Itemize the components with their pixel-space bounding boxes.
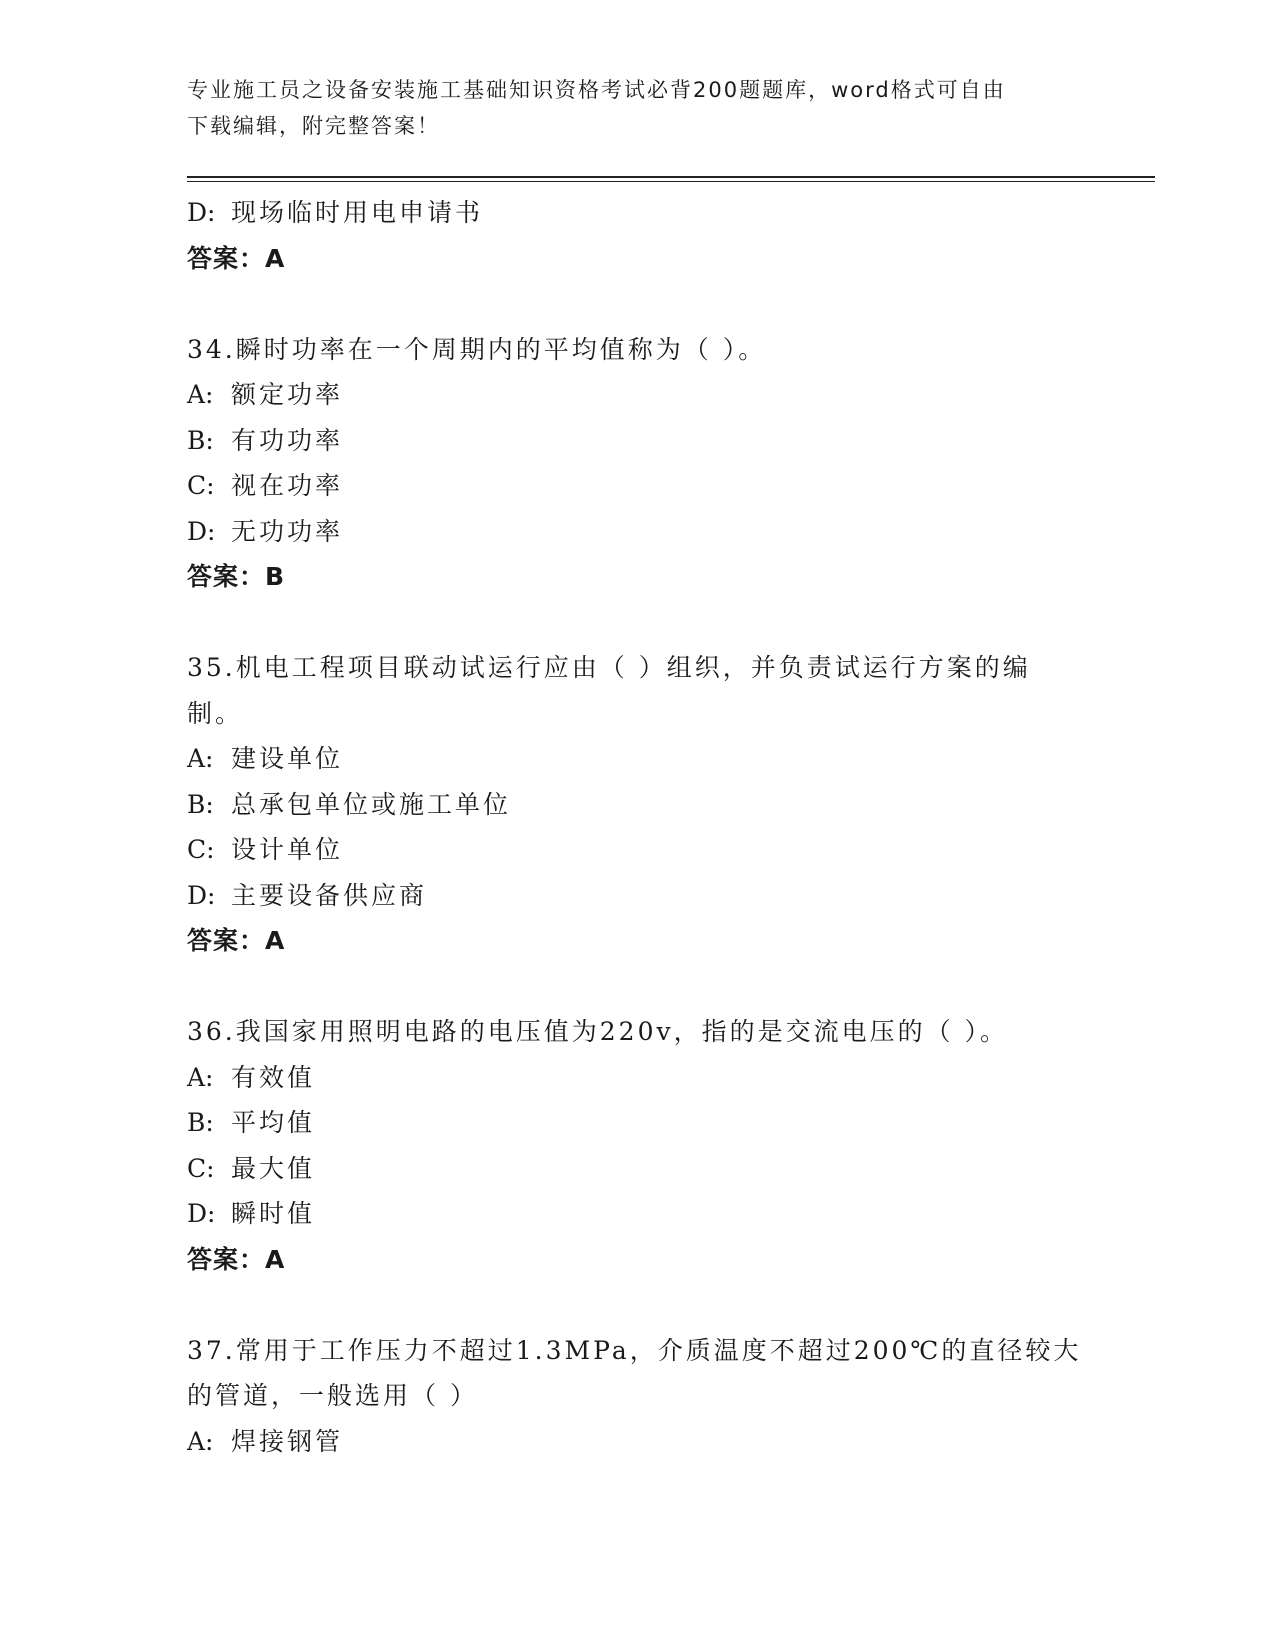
option-d <box>187 1191 1087 1237</box>
option-text: 设计单位 <box>231 835 344 864</box>
option-c <box>187 827 1087 873</box>
option-text: 无功功率 <box>231 516 344 546</box>
question-37: 37.常用于工作压力不超过1.3MPa，介质温度不超过200℃的直径较大 <box>187 1335 1082 1365</box>
option-letter: A: <box>187 1426 214 1456</box>
option-letter: A: <box>187 744 214 773</box>
option-letter: B: <box>187 425 214 455</box>
option-d <box>187 190 1087 236</box>
option-c <box>187 1146 1087 1192</box>
option-a <box>187 736 1087 782</box>
option-text: 平均值 <box>231 1108 316 1137</box>
option-a <box>187 1055 1087 1101</box>
option-letter: D: <box>187 880 216 910</box>
option-b <box>187 418 1087 464</box>
option-b <box>187 1100 1087 1146</box>
option-text: 视在功率 <box>231 471 344 500</box>
option-text: 现场临时用电申请书 <box>231 198 484 227</box>
question-35-cont: 制。 <box>187 698 244 728</box>
option-letter: D: <box>187 198 216 227</box>
option-text: 建设单位 <box>231 744 344 773</box>
question-34: 34.瞬时功率在一个周期内的平均值称为（ ）。 <box>187 334 767 364</box>
question-37-cont: 的管道，一般选用（ ） <box>187 1381 478 1410</box>
option-a <box>187 372 1087 418</box>
option-text: 有效值 <box>231 1062 316 1092</box>
document-header <box>187 72 1067 144</box>
option-letter: C: <box>187 1153 215 1183</box>
option-text: 总承包单位或施工单位 <box>231 789 512 819</box>
question-35: 35.机电工程项目联动试运行应由（ ）组织，并负责试运行方案的编 <box>187 653 1031 682</box>
option-letter: D: <box>187 516 216 546</box>
answer-line: 答案：A <box>187 243 286 273</box>
option-letter: B: <box>187 1108 214 1137</box>
answer-line: 答案：A <box>187 926 286 955</box>
header-divider-thick <box>187 176 1155 178</box>
header-line-1: 专业施工员之设备安装施工基础知识资格考试必背200题题库，word格式可自由 <box>187 78 1006 102</box>
header-divider-thin <box>187 181 1155 182</box>
option-letter: C: <box>187 835 215 864</box>
answer-line: 答案：A <box>187 1244 286 1274</box>
option-a <box>187 1419 1087 1465</box>
option-text: 最大值 <box>231 1153 316 1183</box>
option-letter: B: <box>187 789 214 819</box>
option-text: 主要设备供应商 <box>231 880 428 910</box>
option-text: 有功功率 <box>231 425 344 455</box>
option-c <box>187 463 1087 509</box>
option-b <box>187 782 1087 828</box>
header-line-2: 下载编辑，附完整答案！ <box>187 114 440 138</box>
option-text: 焊接钢管 <box>231 1426 344 1456</box>
option-letter: A: <box>187 1062 214 1092</box>
question-36: 36.我国家用照明电路的电压值为220v，指的是交流电压的（ ）。 <box>187 1017 1009 1046</box>
option-text: 额定功率 <box>231 380 344 409</box>
option-letter: A: <box>187 380 214 409</box>
answer-line: 答案：B <box>187 562 286 591</box>
option-d <box>187 873 1087 919</box>
document-content <box>187 190 1087 1464</box>
option-d <box>187 509 1087 555</box>
option-letter: D: <box>187 1199 216 1228</box>
option-text: 瞬时值 <box>231 1199 316 1228</box>
option-letter: C: <box>187 471 215 500</box>
